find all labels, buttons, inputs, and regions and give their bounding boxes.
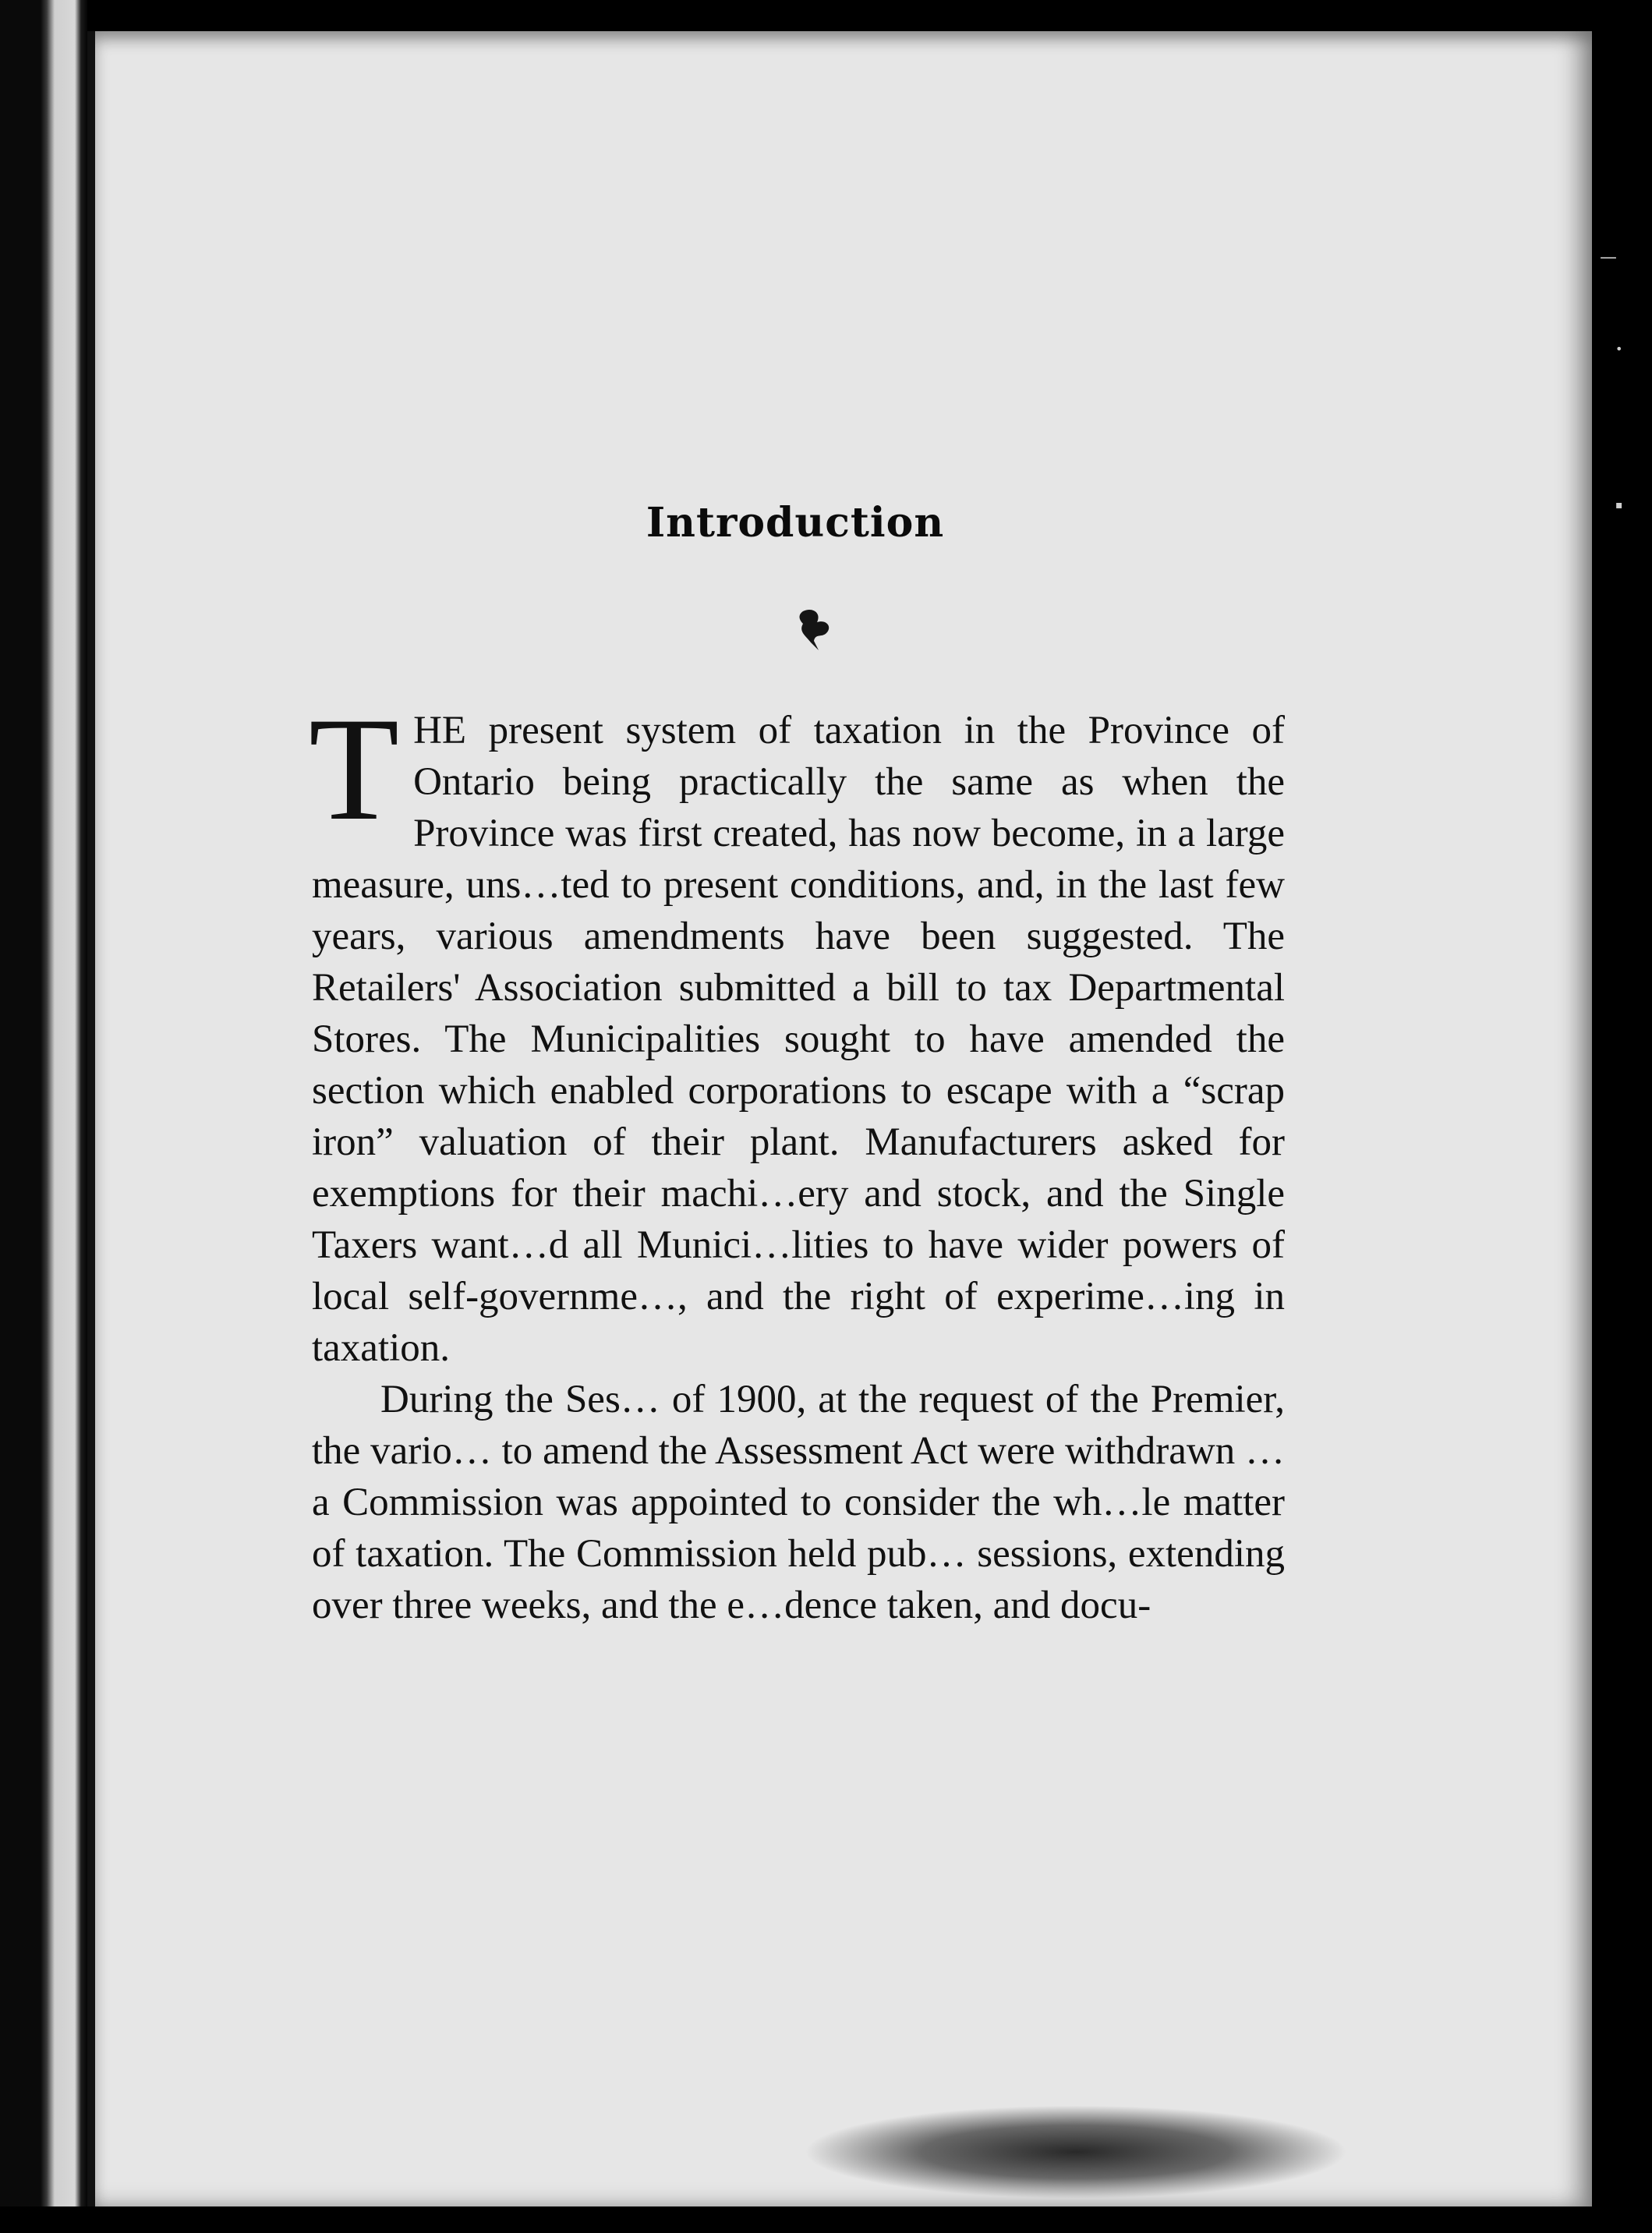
margin-speck: —	[1600, 248, 1617, 267]
gutter-shadow	[87, 31, 95, 2214]
paragraph-1	[309, 688, 1285, 1374]
scan-smudge	[803, 2105, 1349, 2199]
paragraph-2: During the Ses… of 1900, at the request of the Premier, the vario… to amend the Assessment Act were withdrawn … a Commission was appointed to consider the wh…le matter of taxation. The Commission held pub… sessions, extending over three weeks, and the e…dence taken, and docu-	[312, 1378, 1285, 1627]
chapter-title: Introduction	[646, 499, 945, 547]
fleuron-ornament-icon	[795, 605, 839, 652]
bottom-margin-dark	[0, 2206, 1652, 2233]
body-text	[309, 688, 1285, 1631]
paragraph-1-text: HE present system of taxation in the Province of Ontario being practically the same as when the Province was first created, has now become, in a large measure, uns…ted to present conditions, and, in the last few years, various amendments have been suggested. The Retailers' Association submitted a bill to tax Departmental Stores. The Municipalities sought to have amended the section which enabled corporations to escape with a “scrap iron” valuation of their plant. Manufacturers asked for exemptions for their machi…ery and stock, and the Single Taxers want…d all Munici…lities to have wider powers of local self-governme…, and the right of experime…ing in taxation.	[312, 709, 1285, 1370]
margin-speck: ▪	[1615, 499, 1623, 511]
margin-speck: •	[1615, 341, 1623, 356]
facing-page-edge	[0, 0, 87, 2233]
drop-cap: T	[309, 688, 400, 851]
right-margin-dark	[1592, 31, 1652, 2233]
